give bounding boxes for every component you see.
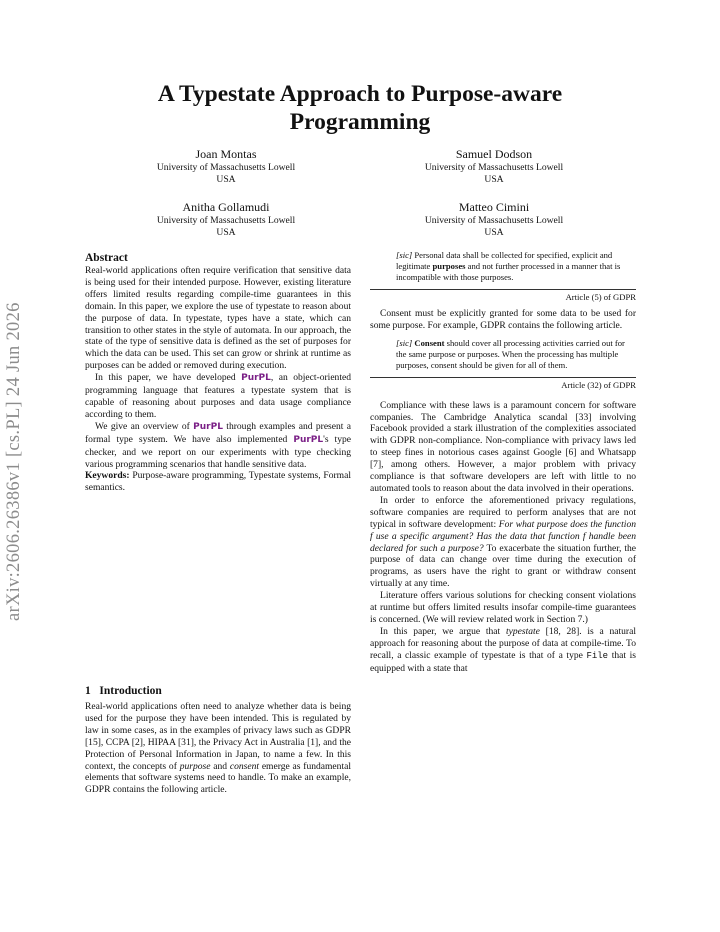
author-name: Matteo Cimini <box>458 200 530 214</box>
language-name: PurPL <box>193 421 223 432</box>
emphasis: consent <box>229 760 260 772</box>
bold-term: purposes <box>432 261 466 271</box>
quote-divider <box>370 289 636 290</box>
text-run: In this paper, we argue that <box>380 625 501 637</box>
text-run: , an object-oriented programming language that features a typestate system that is capable of reasoning about purposes and data usage compliance according to them. <box>85 372 351 420</box>
section-number: 1 <box>85 685 91 697</box>
enforce-paragraph <box>370 495 636 590</box>
bold-term: Consent <box>414 337 445 348</box>
author-country: USA <box>484 174 504 185</box>
typestate-paragraph <box>370 626 636 675</box>
consent-paragraph: Consent must be explicitly granted for some data to be used for some purpose. For example, GDPR contains the following article. <box>370 307 636 331</box>
author-country: USA <box>484 227 504 238</box>
right-column <box>370 250 636 674</box>
language-name: PurPL <box>241 373 271 384</box>
author-block-1 <box>96 147 356 186</box>
introduction-section <box>85 684 351 796</box>
emphasis: typestate <box>505 625 540 637</box>
section-title: Introduction <box>99 685 162 697</box>
code-term: File <box>586 650 609 661</box>
citation-article-32: Article (32) of GDPR <box>561 379 636 390</box>
arxiv-identifier-stamp: arXiv:2606.26386v1 [cs.PL] 24 Jun 2026 <box>4 302 24 622</box>
author-name: Joan Montas <box>195 147 257 161</box>
title-line-1: A Typestate Approach to Purpose-aware <box>157 81 563 107</box>
language-name: PurPL <box>293 434 324 445</box>
text-run: Personal data shall be collected for specified, explicit and legitimate <box>396 250 613 271</box>
author-block-3 <box>96 200 356 239</box>
emphasis: purpose <box>179 760 211 772</box>
text-run: In this paper, we have developed <box>95 372 236 384</box>
abstract-section <box>85 251 351 494</box>
keywords-text: Purpose-aware programming, Typestate systems, Formal semantics. <box>85 470 351 494</box>
text-run: emerge as fundamental elements that software systems need to handle. To make an example, GDPR contains the following article. <box>85 760 351 796</box>
quote-divider <box>370 377 636 378</box>
abstract-paragraph-2 <box>85 372 351 421</box>
abstract-paragraph-1: Real-world applications often require verification that sensitive data is being used for their intended purpose. However, existing literature offers limited results regarding compile-time guarantees in this domain. In this paper, we explore the use of typestate to reason about the purpose of data. In typestate, types have a state, which can transition to other states in the style of automata. In our approach, the state of the type of sensitive data is defined as the set of purposes for which the data can be used. This set can grow or shrink at runtime as purposes can be added or removed during execution. <box>85 265 351 372</box>
author-block-2 <box>364 147 624 186</box>
text-run: should cover all processing activities carried out for the same purpose or purposes. When the processing has multiple purposes, consent should be given for all of them. <box>396 337 625 370</box>
sic-marker: [sic] <box>396 337 413 348</box>
author-affiliation: University of Massachusetts Lowell <box>424 162 564 173</box>
gdpr-quote-article-5 <box>370 250 636 283</box>
author-affiliation: University of Massachusetts Lowell <box>424 215 564 226</box>
author-country: USA <box>216 227 236 238</box>
text-run: To exacerbate the situation further, the purpose of data can change over time during the execution of programs, as users have the right to grant or withdraw consent virtually at any time. <box>370 542 636 590</box>
title-line-2: Programming <box>289 109 431 135</box>
author-block-4 <box>364 200 624 239</box>
gdpr-quote-article-32 <box>370 338 636 371</box>
intro-paragraph-1 <box>85 701 351 796</box>
section-heading-introduction <box>85 684 351 698</box>
citation-article-5: Article (5) of GDPR <box>565 292 636 302</box>
author-name: Samuel Dodson <box>455 147 533 161</box>
author-affiliation: University of Massachusetts Lowell <box>156 215 296 226</box>
text-run: and not further processed in a manner that is incompatible with those purposes. <box>396 261 621 282</box>
text-run: [18, 28]. is a natural approach for reasoning about the purpose of data at compile-time. To recall, a classic example of typestate is that of a type <box>370 625 636 661</box>
keywords-label: Keywords: <box>85 470 130 482</box>
author-name: Anitha Gollamudi <box>182 200 270 214</box>
text-run: We give an overview of <box>95 420 190 432</box>
text-run: and <box>213 760 228 772</box>
paper-title <box>86 80 634 136</box>
compliance-paragraph: Compliance with these laws is a paramount concern for software companies. The Cambridge Analytica scandal [33] involving Facebook provided a stark illustration of the complexities associated with GDPR non-compliance. Non-compliance with privacy laws led to steep fines in notorious cases against Google [6] and Whatsapp [7], among others. However, a major problem with privacy compliance is that software developers are left with little to no automated tools to reason about the data involved in their operations. <box>370 399 636 494</box>
text-run: 's type checker, and we report on our experiments with type checking various programming scenarios that handle sensitive data. <box>85 433 351 470</box>
literature-paragraph: Literature offers various solutions for checking consent violations at runtime but offers limited results insofar compile-time guarantees is concerned. (We will review related work in Section 7.) <box>370 590 636 625</box>
text-run: Real-world applications often need to analyze whether data is being used for the purpose they have been intended. This is regulated by law in some cases, as in the examples of privacy laws such as GDPR [15], CCPA [2], HIPAA [31], the Privacy Act in Australia [1], and the Protection of Personal Information in Japan, to name a few. In this context, the concepts of <box>85 701 351 772</box>
text-run: In order to enforce the aforementioned privacy regulations, software companies are required to perform analyses that are not typical in software development: <box>370 494 636 530</box>
sic-marker: [sic] <box>396 250 413 260</box>
emphasis: For what purpose does the function f use a specific argument? Has the data that function f handle been declared for such a purpose? <box>370 518 636 554</box>
abstract-heading: Abstract <box>85 252 128 264</box>
keywords <box>85 470 351 494</box>
author-affiliation: University of Massachusetts Lowell <box>156 162 296 173</box>
text-run: that is equipped with a state that <box>370 649 636 674</box>
abstract-paragraph-3 <box>85 421 351 471</box>
text-run: through examples and present a formal type system. We have also implemented <box>85 420 352 445</box>
author-country: USA <box>216 174 236 185</box>
